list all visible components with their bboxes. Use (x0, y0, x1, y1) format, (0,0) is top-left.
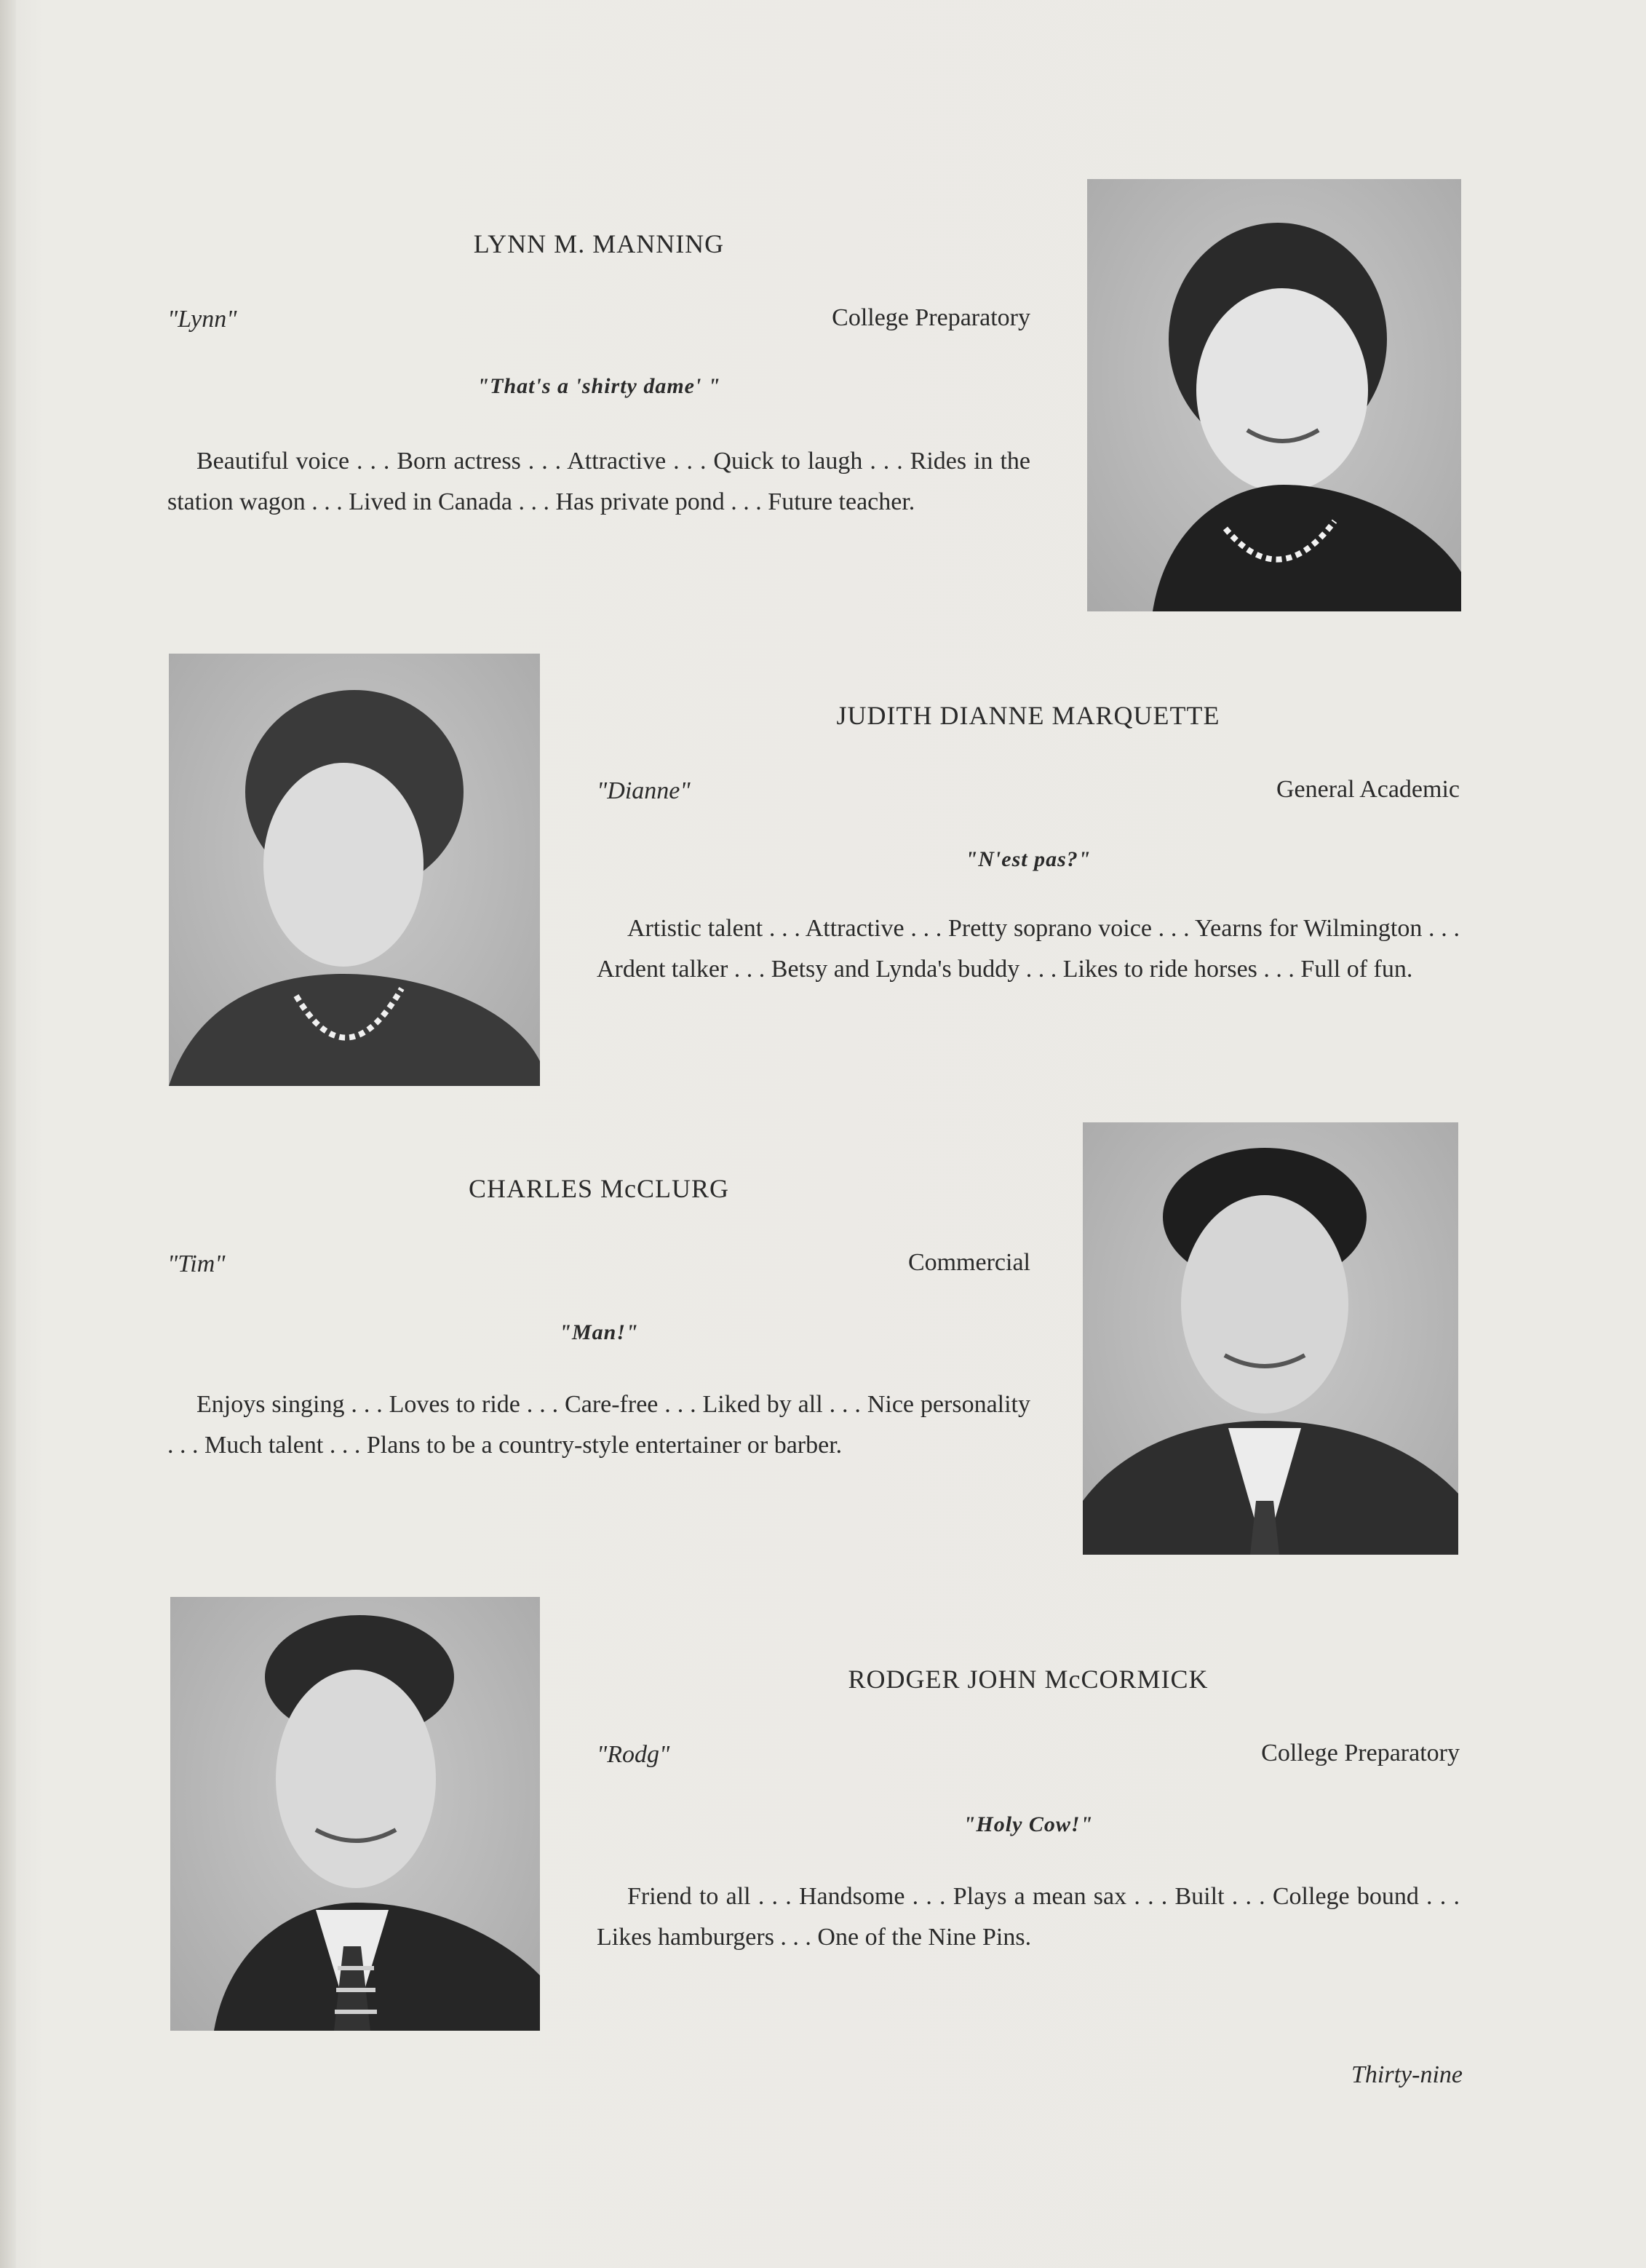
student-nickname: "Tim" (167, 1250, 226, 1277)
student-nickname: "Lynn" (167, 306, 237, 333)
student-quote: "N'est pas?" (965, 847, 1092, 871)
portrait-photo-charles-mcclurg (1083, 1122, 1458, 1555)
page-binding-edge (0, 0, 16, 2268)
student-description-text: Enjoys singing . . . Loves to ride . . . Care-free . . . Liked by all . . . Nice personality . . . Much talent . . . Plans to be a country-style entertainer or barber. (167, 1391, 1030, 1459)
student-description (597, 1876, 1460, 1958)
portrait-photo-judith-marquette (169, 654, 540, 1086)
portrait-photo-lynn-manning (1087, 179, 1461, 611)
student-description (597, 908, 1460, 990)
page-number: Thirty-nine (1351, 2061, 1463, 2088)
student-quote: "Man!" (559, 1320, 639, 1344)
student-course: College Preparatory (832, 304, 1030, 331)
student-description-text: Beautiful voice . . . Born actress . . . Attractive . . . Quick to laugh . . . Rides in the station wagon . . . Lived in Canada . . . Has private pond . . . Future teacher. (167, 448, 1030, 515)
portrait-photo-rodger-mccormick (170, 1597, 540, 2031)
student-nickname: "Rodg" (597, 1741, 670, 1768)
student-quote: "That's a 'shirty dame' " (477, 374, 721, 398)
student-name: JUDITH DIANNE MARQUETTE (836, 701, 1220, 730)
student-name: CHARLES McCLURG (468, 1174, 730, 1203)
student-nickname: "Dianne" (597, 777, 691, 804)
student-quote: "Holy Cow!" (963, 1812, 1094, 1836)
student-name: RODGER JOHN McCORMICK (848, 1665, 1209, 1694)
student-description-text: Artistic talent . . . Attractive . . . Pretty soprano voice . . . Yearns for Wilmington . . . Ardent talker . . . Betsy and Lynda's buddy . . . Likes to ride horses . . . Full of fun. (597, 915, 1460, 983)
student-description (167, 1384, 1030, 1466)
student-description (167, 441, 1030, 523)
student-course: General Academic (1276, 776, 1460, 803)
student-course: Commercial (907, 1249, 1030, 1276)
student-name: LYNN M. MANNING (473, 229, 725, 258)
student-course: College Preparatory (1261, 1740, 1460, 1767)
student-description-text: Friend to all . . . Handsome . . . Plays a mean sax . . . Built . . . College bound . . . Likes hamburgers . . . One of the Nine Pins. (597, 1883, 1460, 1951)
